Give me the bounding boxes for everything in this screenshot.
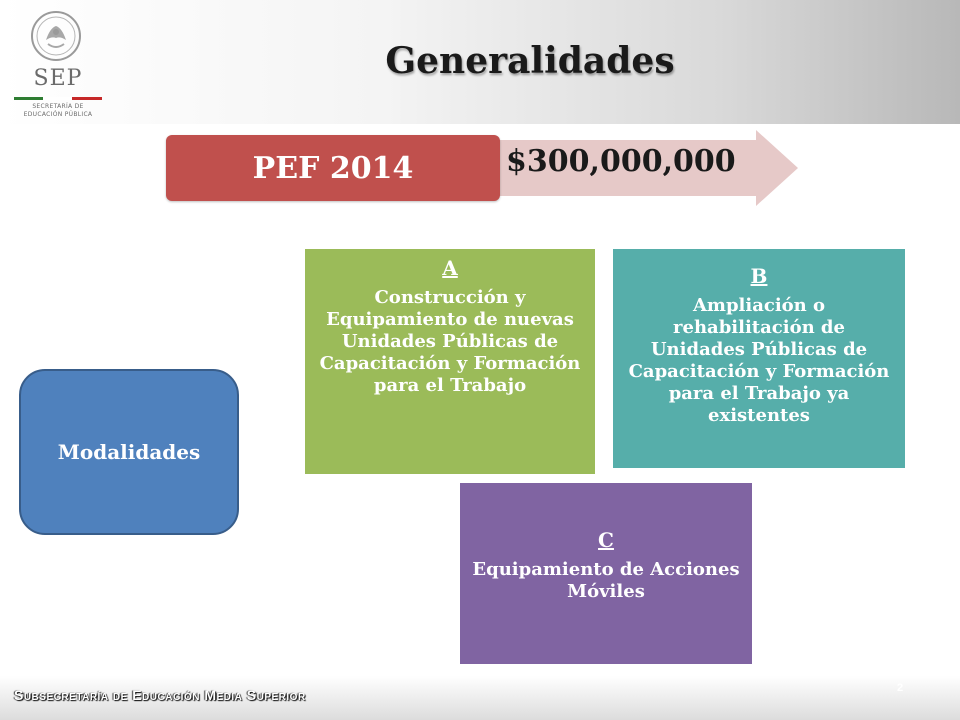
modalidad-card-a — [305, 249, 595, 474]
modalidad-card-b — [613, 249, 905, 468]
national-seal-icon — [30, 10, 82, 62]
pef-label-box — [166, 135, 500, 201]
modalidades-box — [19, 369, 239, 535]
modalidades-label: Modalidades — [57, 440, 201, 464]
card-letter: C — [598, 528, 614, 552]
sep-subtitle-line2: EDUCACIÓN PÚBLICA — [23, 111, 93, 118]
card-letter: A — [442, 256, 458, 280]
slide-title: Generalidades — [385, 40, 675, 82]
modalidad-card-c — [460, 483, 752, 664]
sep-subtitle-line1: SECRETARÍA DE — [32, 103, 84, 110]
budget-amount: $300,000,000 — [506, 144, 736, 179]
card-letter: B — [750, 264, 768, 288]
page-number: 2 — [896, 682, 904, 694]
sep-wordmark: SEP — [33, 66, 83, 91]
sep-logo — [8, 6, 108, 120]
footer-subsecretaria: Subsecretaría de Educación Media Superior — [14, 687, 306, 703]
pef-label: PEF 2014 — [252, 150, 414, 186]
sep-tricolor-rule — [14, 97, 102, 100]
card-description: Equipamiento de Acciones Móviles — [472, 559, 740, 602]
card-description: Ampliación o rehabilitación de Unidades Públicas de Capacitación y Formación para el Trabajo ya existentes — [628, 295, 890, 426]
card-description: Construcción y Equipamiento de nuevas Unidades Públicas de Capacitación y Formación para el Trabajo — [319, 287, 581, 396]
